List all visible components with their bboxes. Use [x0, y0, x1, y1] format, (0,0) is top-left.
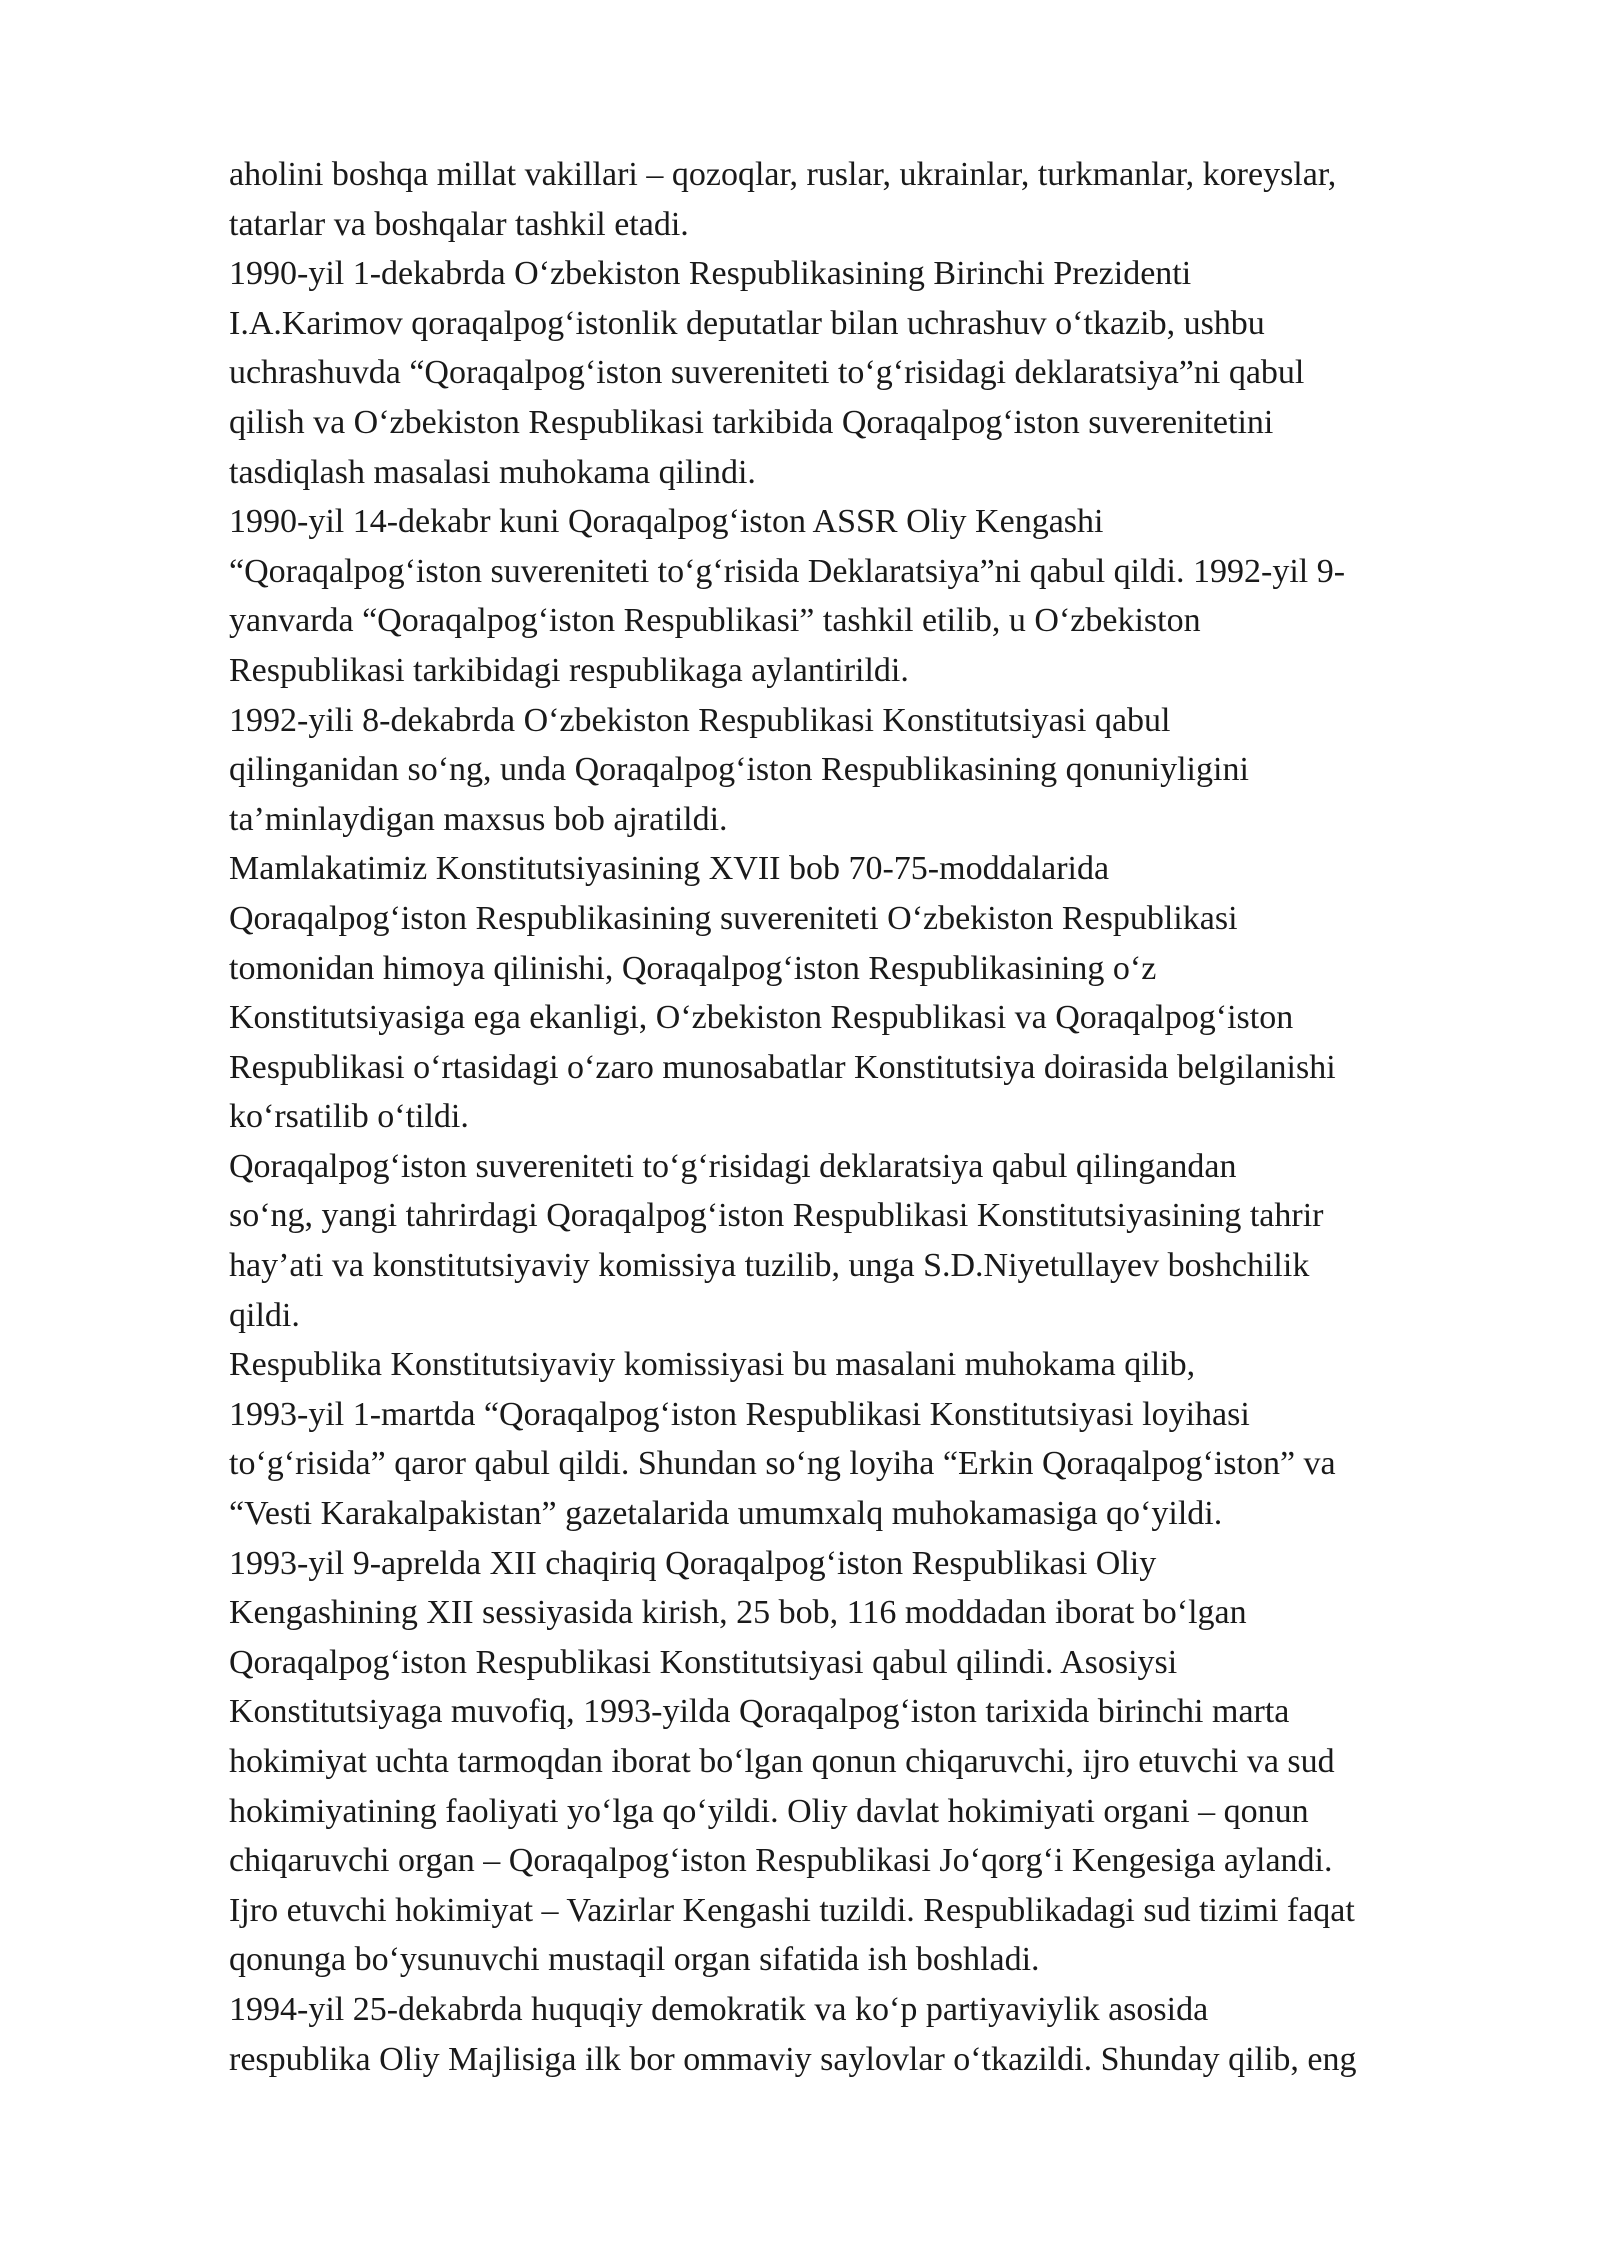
- text-line: Respublikasi o‘rtasidagi o‘zaro munosabatlar Konstitutsiya doirasida belgilanishi: [229, 1048, 1336, 1086]
- text-line: Respublika Konstitutsiyaviy komissiyasi bu masalani muhokama qilib,: [229, 1346, 1196, 1384]
- text-line: hokimiyatining faoliyati yo‘lga qo‘yildi. Oliy davlat hokimiyati organi – qonun: [229, 1792, 1309, 1830]
- text-line: chiqaruvchi organ – Qoraqalpog‘iston Respublikasi Jo‘qorg‘i Kengesiga aylandi.: [229, 1842, 1333, 1880]
- text-line: “Vesti Karakalpakistan” gazetalarida umumxalq muhokamasiga qo‘yildi.: [229, 1495, 1223, 1533]
- text-line: tomonidan himoya qilinishi, Qoraqalpog‘iston Respublikasining o‘z: [229, 949, 1157, 987]
- text-line: aholini boshqa millat vakillari – qozoqlar, ruslar, ukrainlar, turkmanlar, koreyslar,: [229, 156, 1337, 193]
- text-line: tatarlar va boshqalar tashkil etadi.: [229, 205, 689, 243]
- text-line: tasdiqlash masalasi muhokama qilindi.: [229, 453, 756, 491]
- text-line: 1994-yil 25-dekabrda huquqiy demokratik va ko‘p partiyaviylik asosida: [229, 1990, 1209, 2028]
- text-line: qilinganidan so‘ng, unda Qoraqalpog‘iston Respublikasining qonuniyligini: [229, 751, 1249, 789]
- text-line: 1990-yil 14-dekabr kuni Qoraqalpog‘iston ASSR Oliy Kengashi: [229, 503, 1104, 541]
- text-line: ta’minlaydigan maxsus bob ajratildi.: [229, 800, 728, 838]
- text-line: hay’ati va konstitutsiyaviy komissiya tuzilib, unga S.D.Niyetullayev boshchilik: [229, 1247, 1310, 1285]
- text-line: to‘g‘risida” qaror qabul qildi. Shundan so‘ng loyiha “Erkin Qoraqalpog‘iston” va: [229, 1445, 1336, 1483]
- text-line: qilish va O‘zbekiston Respublikasi tarkibida Qoraqalpog‘iston suverenitetini: [229, 403, 1274, 441]
- text-line: hokimiyat uchta tarmoqdan iborat bo‘lgan qonun chiqaruvchi, ijro etuvchi va sud: [229, 1743, 1335, 1780]
- text-line: 1992-yili 8-dekabrda O‘zbekiston Respublikasi Konstitutsiyasi qabul: [229, 701, 1171, 739]
- text-line: Respublikasi tarkibidagi respublikaga aylantirildi.: [229, 651, 909, 689]
- text-line: 1990-yil 1-dekabrda O‘zbekiston Respublikasining Birinchi Prezidenti: [229, 255, 1192, 293]
- text-line: Qoraqalpog‘iston suvereniteti to‘g‘risidagi deklaratsiya qabul qilingandan: [229, 1147, 1237, 1185]
- text-line: so‘ng, yangi tahrirdagi Qoraqalpog‘iston Respublikasi Konstitutsiyasining tahrir: [229, 1197, 1324, 1235]
- text-line: I.A.Karimov qoraqalpog‘istonlik deputatlar bilan uchrashuv o‘tkazib, ushbu: [229, 304, 1265, 342]
- text-line: Mamlakatimiz Konstitutsiyasining XVII bob 70-75-moddalarida: [229, 850, 1110, 888]
- text-line: “Qoraqalpog‘iston suvereniteti to‘g‘risida Deklaratsiya”ni qabul qildi. 1992-yil 9-: [229, 552, 1346, 590]
- text-line: Qoraqalpog‘iston Respublikasining suvereniteti O‘zbekiston Respublikasi: [229, 899, 1238, 937]
- text-line: Qoraqalpog‘iston Respublikasi Konstitutsiyasi qabul qilindi. Asosiysi: [229, 1643, 1178, 1681]
- text-line: uchrashuvda “Qoraqalpog‘iston suvereniteti to‘g‘risidagi deklaratsiya”ni qabul: [229, 354, 1305, 392]
- text-line: respublika Oliy Majlisiga ilk bor ommaviy saylovlar o‘tkazildi. Shunday qilib, eng: [229, 2040, 1357, 2078]
- text-line: Konstitutsiyasiga ega ekanligi, O‘zbekiston Respublikasi va Qoraqalpog‘iston: [229, 999, 1294, 1037]
- text-line: Konstitutsiyaga muvofiq, 1993-yilda Qoraqalpog‘iston tarixida birinchi marta: [229, 1693, 1290, 1731]
- text-line: 1993-yil 9-aprelda XII chaqiriq Qoraqalpog‘iston Respublikasi Oliy: [229, 1544, 1157, 1582]
- text-line: Ijro etuvchi hokimiyat – Vazirlar Kengashi tuzildi. Respublikadagi sud tizimi faqat: [229, 1891, 1355, 1929]
- text-line: qildi.: [229, 1296, 300, 1334]
- document-body: [229, 150, 1529, 2084]
- text-line: 1993-yil 1-martda “Qoraqalpog‘iston Respublikasi Konstitutsiyasi loyihasi: [229, 1395, 1250, 1433]
- text-line: ko‘rsatilib o‘tildi.: [229, 1098, 469, 1136]
- text-line: Kengashining XII sessiyasida kirish, 25 bob, 116 moddadan iborat bo‘lgan: [229, 1594, 1247, 1632]
- text-line: qonunga bo‘ysunuvchi mustaqil organ sifatida ish boshladi.: [229, 1941, 1040, 1979]
- text-line: yanvarda “Qoraqalpog‘iston Respublikasi” tashkil etilib, u O‘zbekiston: [229, 602, 1201, 640]
